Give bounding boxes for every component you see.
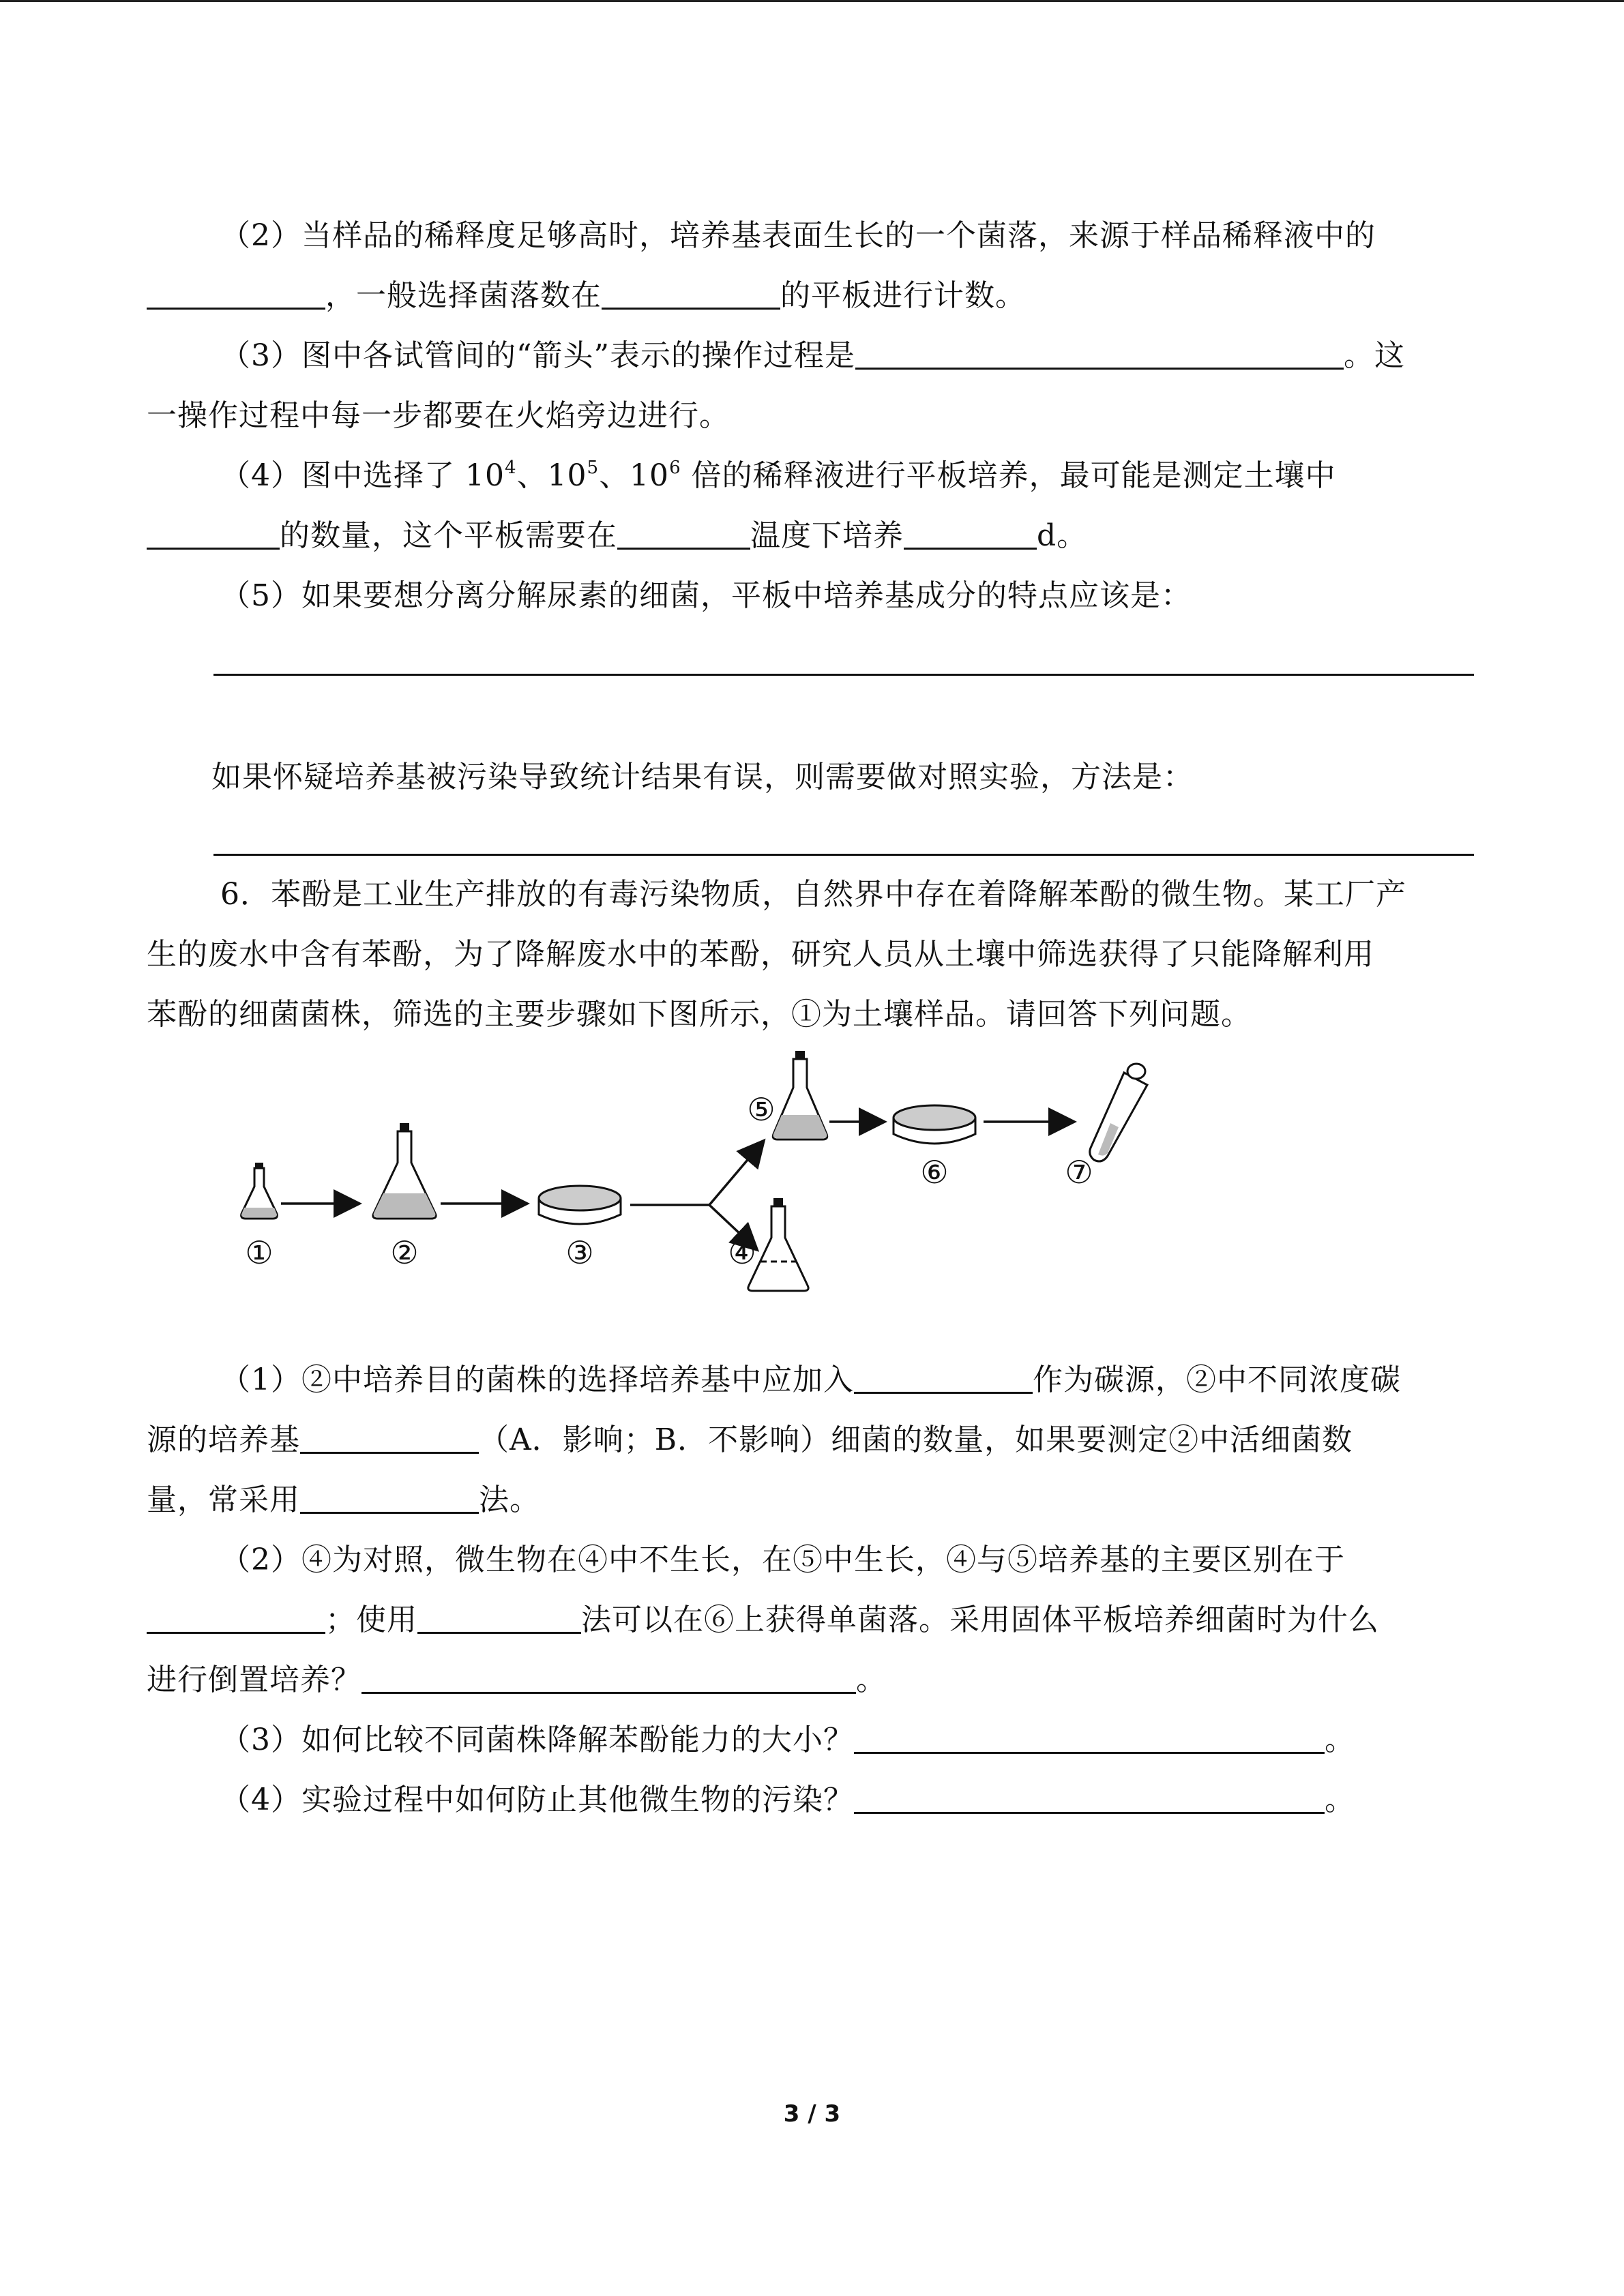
q5-part5-line1: （5）如果要想分离分解尿素的细菌，平板中培养基成分的特点应该是： bbox=[220, 578, 1192, 613]
page-top-border bbox=[0, 0, 1624, 2]
q6-part3-line: （3）如何比较不同菌株降解苯酚能力的大小？ 。 bbox=[147, 1710, 1483, 1770]
plate-3-icon bbox=[539, 1186, 621, 1224]
label-2: ② bbox=[390, 1234, 419, 1271]
label-6: ⑥ bbox=[920, 1154, 949, 1191]
answer-blank[interactable] bbox=[147, 268, 325, 310]
q6-part1-line1: （1）②中培养目的菌株的选择培养基中应加入 作为碳源，②中不同浓度碳 bbox=[147, 1350, 1483, 1410]
q6-part2-line3: 进行倒置培养？ 。 bbox=[147, 1650, 1483, 1710]
plate-6-icon bbox=[894, 1105, 975, 1144]
q5-part2-line1: （2）当样品的稀释度足够高时，培养基表面生长的一个菌落，来源于样品稀释液中的 bbox=[220, 218, 1376, 253]
q6-part2-line1: （2）④为对照，微生物在④中不生长，在⑤中生长，④与⑤培养基的主要区别在于 bbox=[220, 1542, 1345, 1577]
q5-part4-line1: （4）图中选择了 $10^4$、$10^5$、$10^6$ 倍的稀释液进行平板培养，最可能是测定土壤中 bbox=[220, 458, 1336, 493]
answer-line[interactable] bbox=[213, 854, 1474, 856]
q6-intro-line1: 6．苯酚是工业生产排放的有毒污染物质，自然界中存在着降解苯酚的微生物。某工厂产 bbox=[220, 877, 1406, 912]
answer-blank[interactable] bbox=[147, 508, 280, 550]
screening-steps-figure bbox=[211, 1047, 1200, 1333]
answer-blank[interactable] bbox=[602, 268, 780, 310]
label-7: ⑦ bbox=[1065, 1154, 1093, 1191]
answer-blank[interactable] bbox=[300, 1472, 479, 1514]
q6-part4-line: （4）实验过程中如何防止其他微生物的污染？ 。 bbox=[147, 1770, 1483, 1830]
q5-part4-line2: 的数量，这个平板需要在 温度下培养 d。 bbox=[147, 506, 1483, 566]
q5-part3-line2: 一操作过程中每一步都要在火焰旁边进行。 bbox=[147, 398, 730, 433]
q5-part3-line1: （3）图中各试管间的“箭头”表示的操作过程是 。这 bbox=[147, 326, 1483, 386]
q6-part2-line2: ；使用 法可以在⑥上获得单菌落。采用固体平板培养细菌时为什么 bbox=[147, 1590, 1483, 1650]
answer-blank[interactable] bbox=[854, 1352, 1033, 1394]
label-5: ⑤ bbox=[747, 1091, 776, 1128]
flask-5-icon bbox=[773, 1051, 827, 1139]
answer-blank[interactable] bbox=[417, 1592, 581, 1634]
slant-tube-7-icon bbox=[1090, 1064, 1147, 1161]
q6-intro-line3: 苯酚的细菌菌株，筛选的主要步骤如下图所示，①为土壤样品。请回答下列问题。 bbox=[147, 997, 1252, 1032]
label-4: ④ bbox=[728, 1234, 756, 1271]
answer-blank[interactable] bbox=[854, 1712, 1325, 1754]
q5-part5-line2: 如果怀疑培养基被污染导致统计结果有误，则需要做对照实验，方法是： bbox=[211, 760, 1194, 794]
answer-blank[interactable] bbox=[147, 1592, 325, 1634]
answer-blank[interactable] bbox=[854, 1772, 1325, 1814]
q6-part1-line2: 源的培养基 （A．影响；B．不影响）细菌的数量，如果要测定②中活细菌数 bbox=[147, 1410, 1483, 1470]
flask-2-icon bbox=[373, 1123, 436, 1219]
q6-intro-line2: 生的废水中含有苯酚，为了降解废水中的苯酚，研究人员从土壤中筛选获得了只能降解利用 bbox=[147, 937, 1374, 972]
answer-blank[interactable] bbox=[361, 1652, 856, 1694]
answer-blank[interactable] bbox=[904, 508, 1037, 550]
q6-part1-line3: 量，常采用 法。 bbox=[147, 1470, 1483, 1530]
flask-1-icon bbox=[241, 1163, 278, 1219]
label-1: ① bbox=[245, 1234, 274, 1271]
answer-blank[interactable] bbox=[300, 1412, 479, 1454]
answer-line[interactable] bbox=[213, 674, 1474, 676]
answer-blank[interactable] bbox=[855, 328, 1344, 370]
flask-4-icon bbox=[748, 1198, 808, 1291]
label-3: ③ bbox=[565, 1234, 594, 1271]
page-number: 3 / 3 bbox=[783, 2100, 841, 2128]
q5-part2-line2: ，一般选择菌落数在 的平板进行计数。 bbox=[147, 266, 1483, 326]
answer-blank[interactable] bbox=[617, 508, 750, 550]
